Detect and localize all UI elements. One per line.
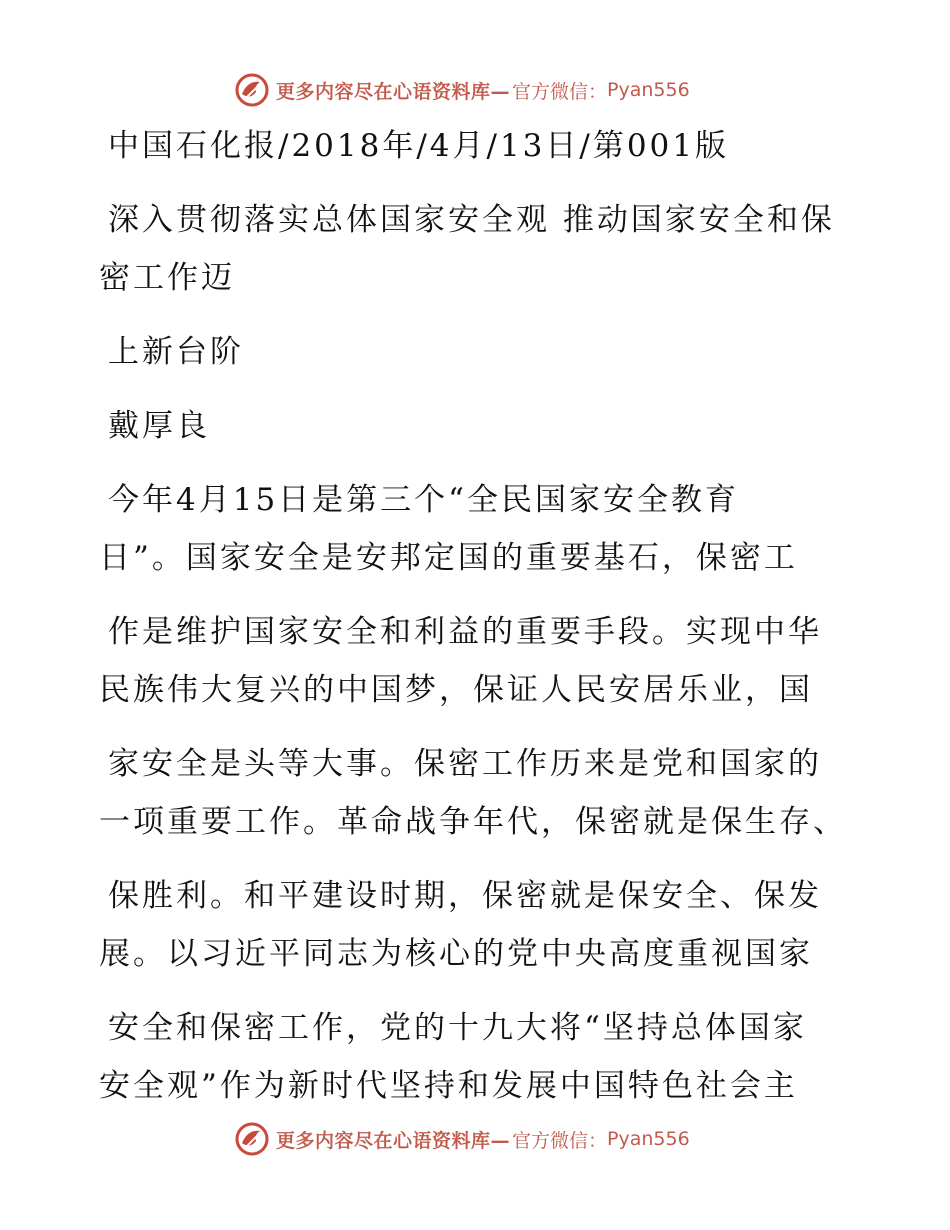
article-title-line-1: 深入贯彻落实总体国家安全观 推动国家安全和保 xyxy=(108,202,835,238)
bottom-watermark-banner xyxy=(234,1119,690,1159)
body-text-line: 作是维护国家安全和利益的重要手段。实现中华 xyxy=(108,614,822,650)
body-text-line: 民族伟大复兴的中国梦，保证人民安居乐业，国 xyxy=(99,672,813,708)
watermark-wechat-id: Pyan556 xyxy=(607,79,690,101)
body-text-line: 今年4月15日是第三个“全民国家安全教育 xyxy=(108,482,740,518)
watermark-site-text: 更多内容尽在心语资料库— xyxy=(276,1129,511,1152)
body-text-line: 保胜利。和平建设时期，保密就是保安全、保发 xyxy=(108,878,822,914)
watermark-wechat-id: Pyan556 xyxy=(607,1128,690,1150)
top-watermark-banner xyxy=(234,70,690,110)
document-source-line: 中国石化报/2018年/4月/13日/第001版 xyxy=(108,128,730,164)
body-text-line: 日”。国家安全是安邦定国的重要基石，保密工 xyxy=(99,540,798,576)
watermark-wechat-label: 官方微信： xyxy=(512,80,608,103)
watermark-site-text: 更多内容尽在心语资料库— xyxy=(276,80,511,103)
body-text-line: 家安全是头等大事。保密工作历来是党和国家的 xyxy=(108,746,822,782)
body-text-line: 安全和保密工作，党的十九大将“坚持总体国家 xyxy=(108,1010,807,1046)
article-author: 戴厚良 xyxy=(108,408,210,444)
watermark-wechat-label: 官方微信： xyxy=(512,1129,608,1152)
article-title-line-2: 密工作迈 xyxy=(99,260,235,296)
body-text-line: 一项重要工作。革命战争年代，保密就是保生存、 xyxy=(99,804,847,840)
red-swirl-logo-icon xyxy=(234,72,270,108)
article-title-line-3: 上新台阶 xyxy=(108,334,244,370)
body-text-line: 展。以习近平同志为核心的党中央高度重视国家 xyxy=(99,936,813,972)
red-swirl-logo-icon xyxy=(234,1121,270,1157)
body-text-line: 安全观”作为新时代坚持和发展中国特色社会主 xyxy=(99,1068,798,1104)
